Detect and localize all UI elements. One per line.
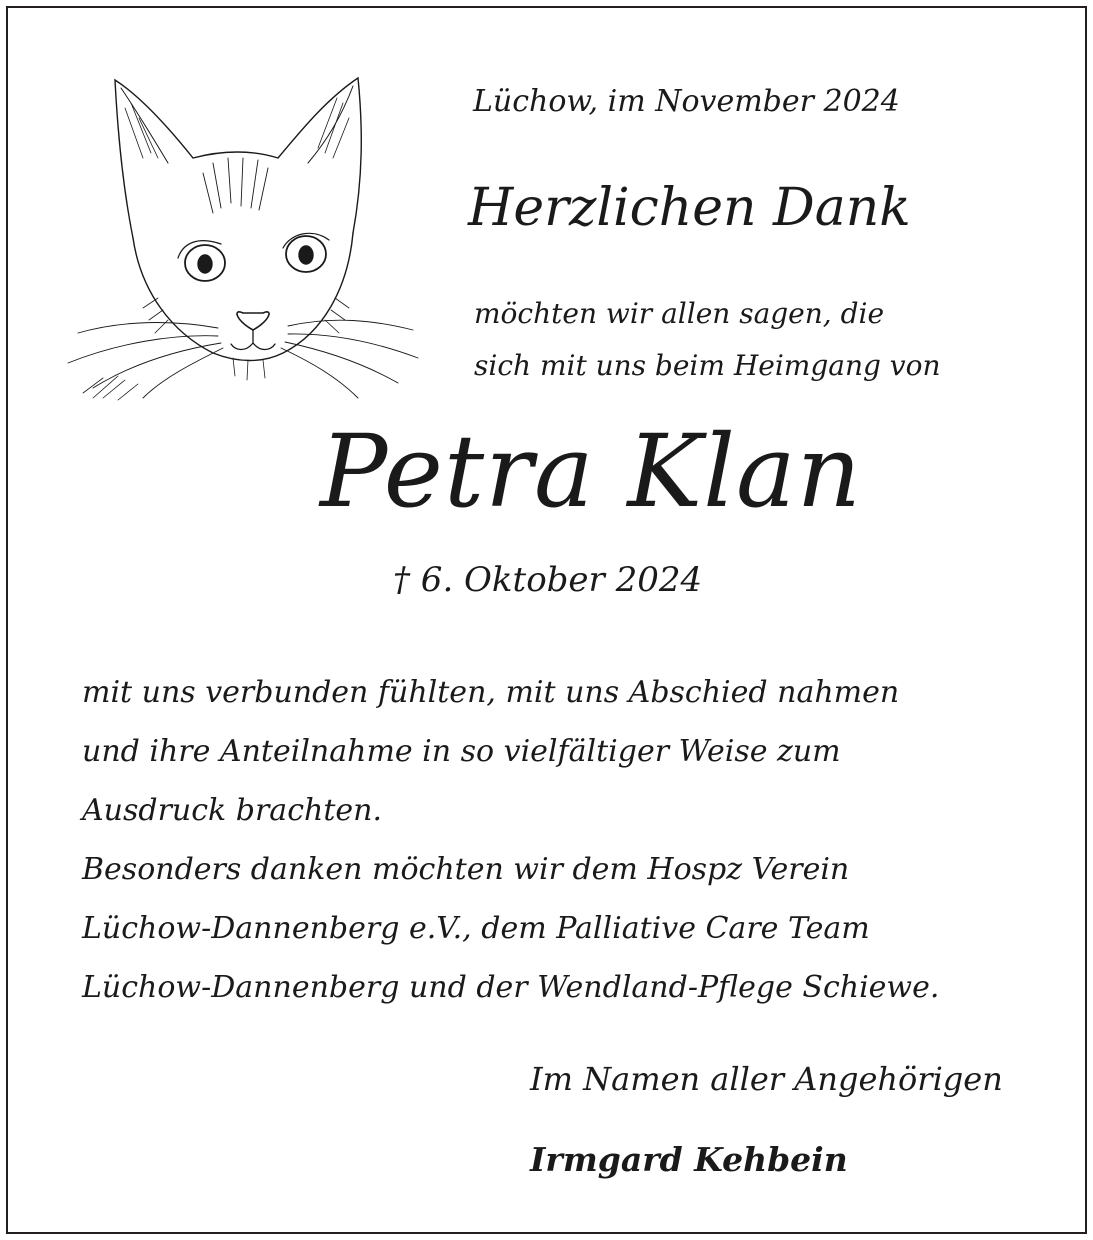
intro-line: sich mit uns beim Heimgang von xyxy=(474,349,941,382)
intro-text xyxy=(474,288,941,392)
intro-line: möchten wir allen sagen, die xyxy=(474,297,885,330)
death-date: † 6. Oktober 2024 xyxy=(393,560,703,600)
place-date: Lüchow, im November 2024 xyxy=(473,84,900,119)
body-line: Besonders danken möchten wir dem Hospz Verein xyxy=(82,852,850,887)
obituary-notice-frame xyxy=(6,6,1087,1234)
body-line: Lüchow-Dannenberg und der Wendland-Pflege Schiewe. xyxy=(82,970,940,1005)
headline: Herzlichen Dank xyxy=(468,178,911,238)
body-text xyxy=(82,663,939,1017)
deceased-name: Petra Klan xyxy=(320,413,863,530)
body-line: und ihre Anteilnahme in so vielfältiger Weise zum xyxy=(82,734,841,769)
body-line: Lüchow-Dannenberg e.V., dem Palliative Care Team xyxy=(82,911,870,946)
body-line: Ausdruck brachten. xyxy=(82,793,382,828)
signer-name: Irmgard Kehbein xyxy=(530,1140,848,1179)
body-line: mit uns verbunden fühlten, mit uns Abschied nahmen xyxy=(82,675,900,710)
closing-line: Im Namen aller Angehörigen xyxy=(530,1060,1003,1098)
cat-head-sketch-icon xyxy=(63,58,423,408)
